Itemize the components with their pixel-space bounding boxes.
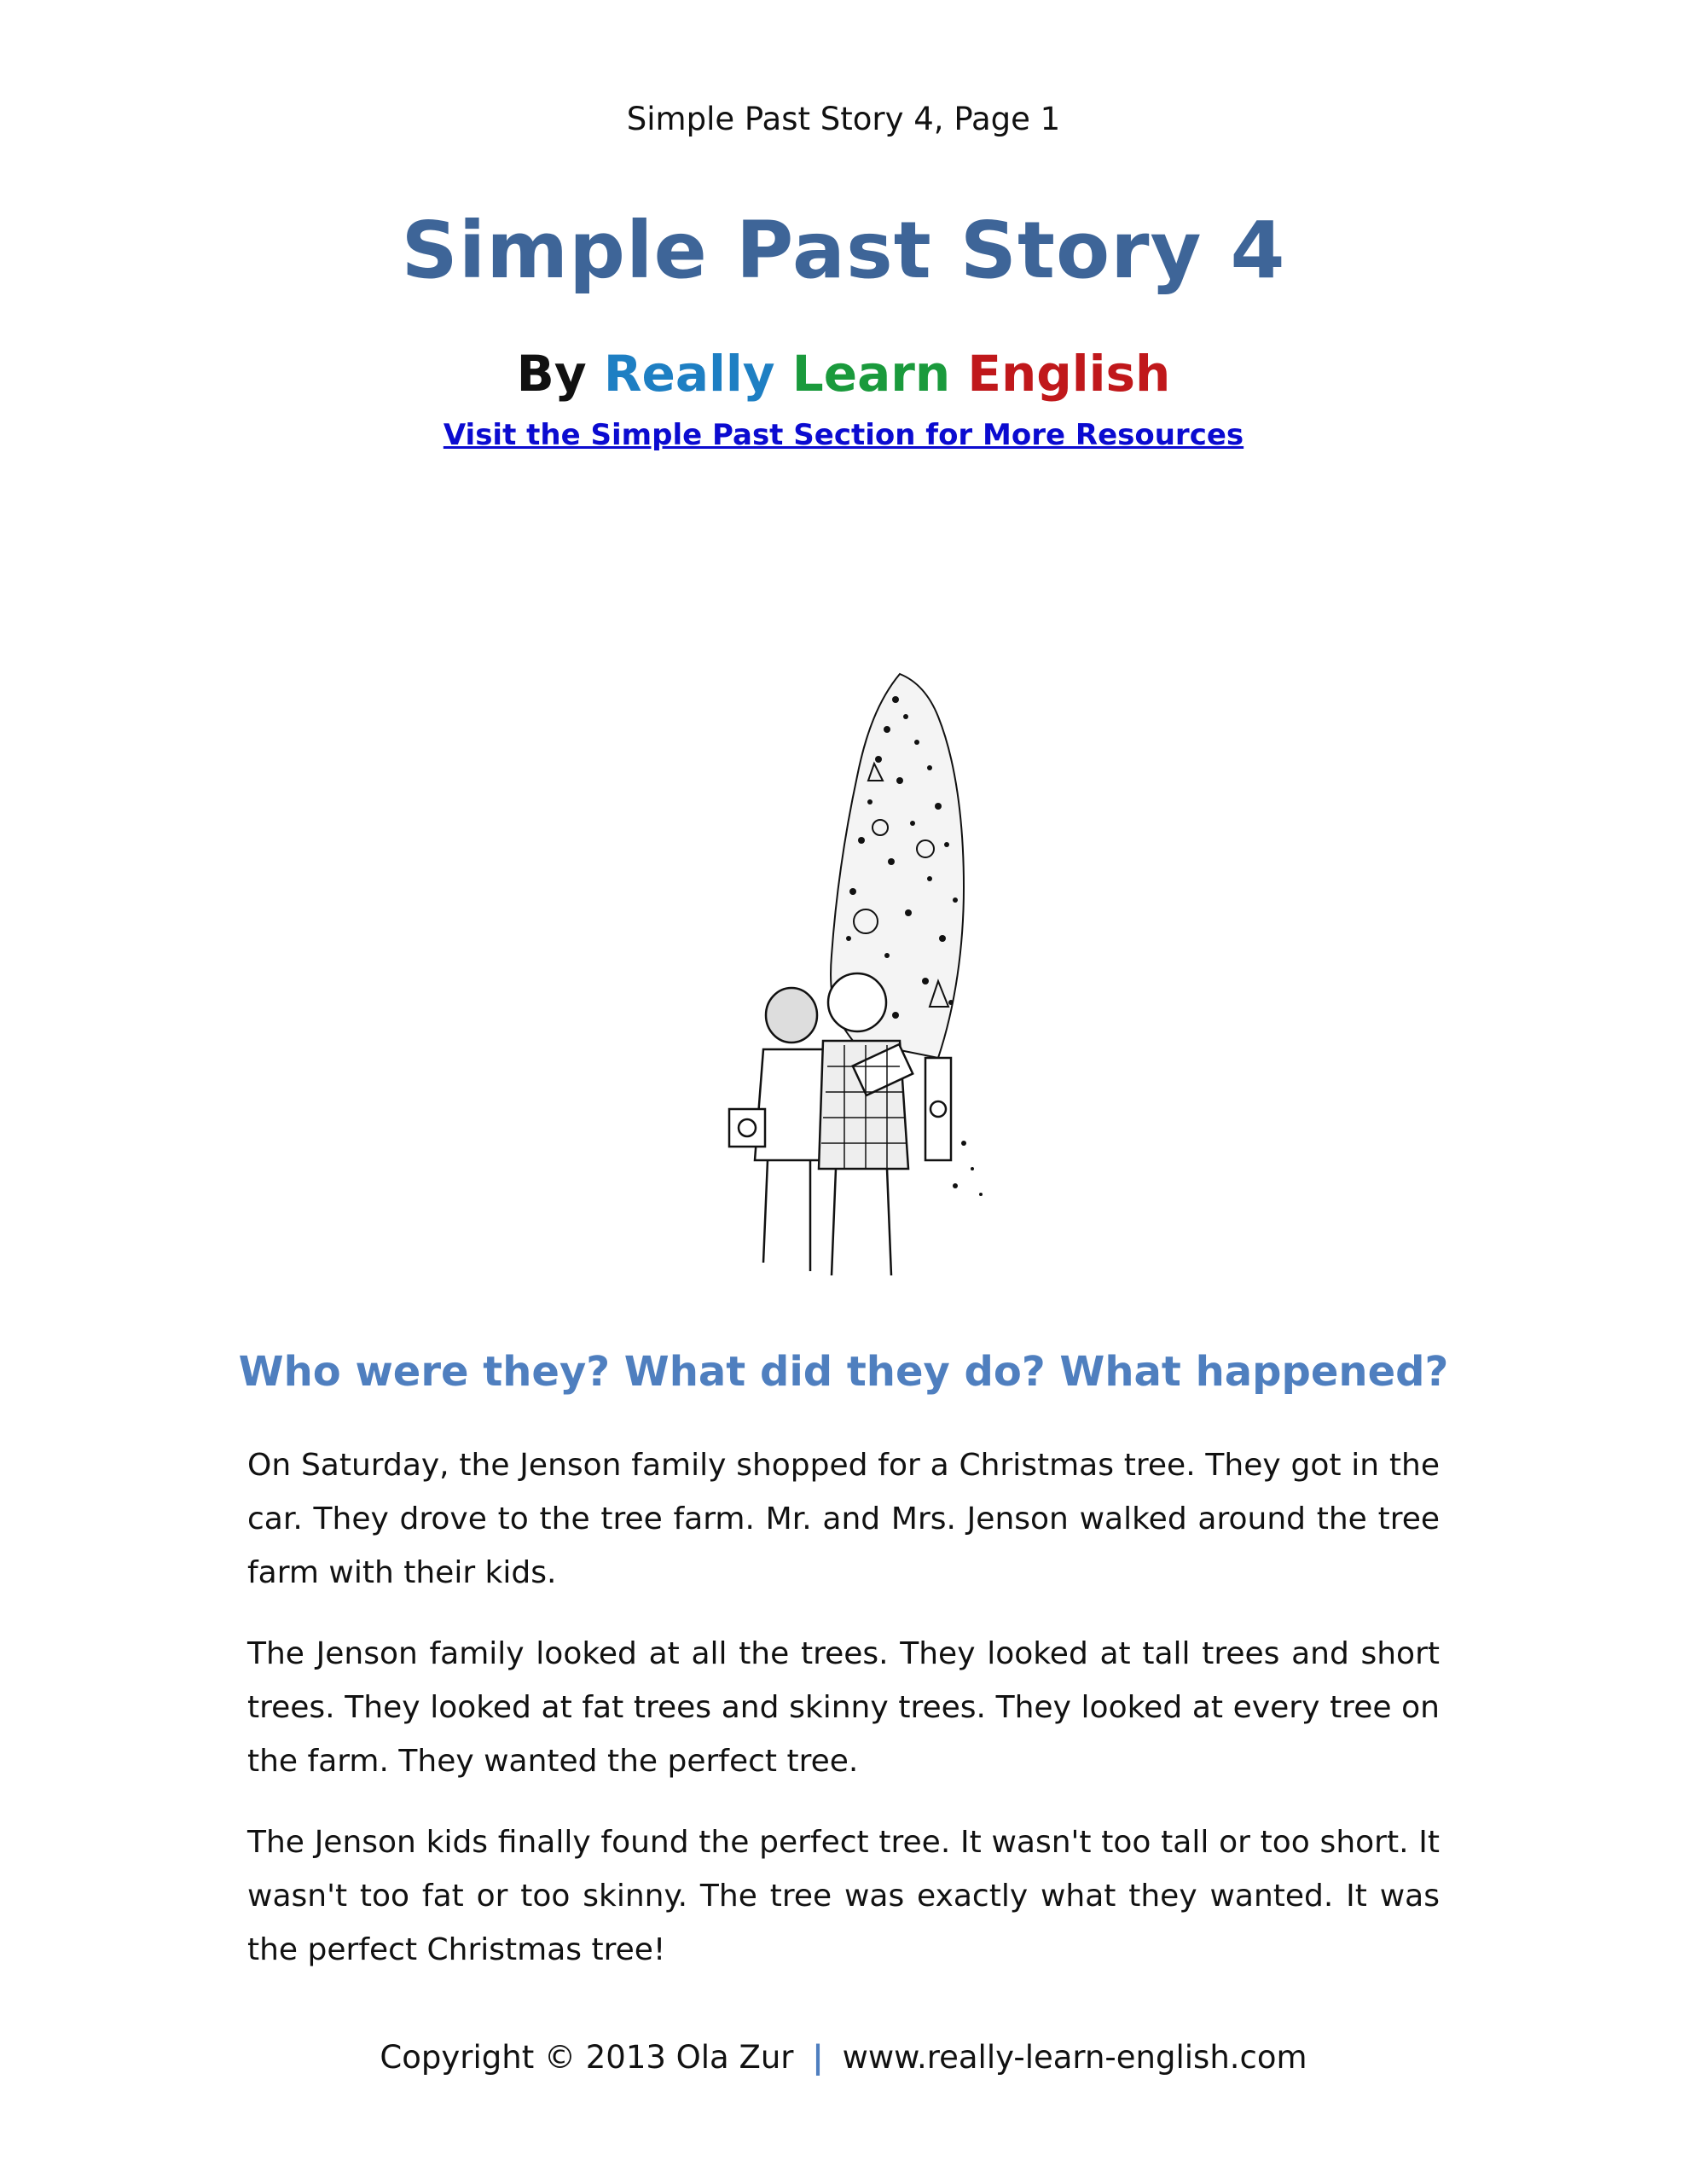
byline-english: English — [967, 345, 1171, 403]
page-title: Simple Past Story 4 — [401, 205, 1286, 296]
story-paragraph: On Saturday, the Jenson family shopped for a Christmas tree. They got in the car. They drove to the tree farm. Mr. and Mrs. Jenson walked around the tree farm with their kids. — [247, 1448, 1440, 1590]
copyright-text: Copyright © 2013 Ola Zur — [380, 2039, 794, 2076]
byline-by: By — [516, 345, 587, 403]
christmas-tree-illustration — [682, 665, 998, 1288]
story-question: Who were they? What did they do? What happened? — [238, 1348, 1449, 1396]
story-paragraph: The Jenson family looked at all the trees. They looked at tall trees and short trees. They looked at fat trees and skinny trees. They looked at every tree on the farm. They wanted the perfect tree. — [247, 1636, 1440, 1779]
story-paragraph: The Jenson kids finally found the perfect tree. It wasn't too tall or too short. It wasn't too fat or too skinny. The tree was exactly what they wanted. It was the perfect Christmas tree! — [247, 1825, 1440, 1967]
website-text: www.really-learn-english.com — [842, 2039, 1307, 2076]
footer-separator: | — [812, 2039, 824, 2076]
page-footer — [0, 2039, 1687, 2076]
byline — [0, 345, 1687, 403]
running-header: Simple Past Story 4, Page 1 — [626, 101, 1061, 137]
byline-learn: Learn — [791, 345, 951, 403]
resources-link[interactable]: Visit the Simple Past Section for More Resources — [443, 418, 1244, 452]
story-body — [247, 1438, 1440, 2004]
byline-really: Really — [603, 345, 775, 403]
